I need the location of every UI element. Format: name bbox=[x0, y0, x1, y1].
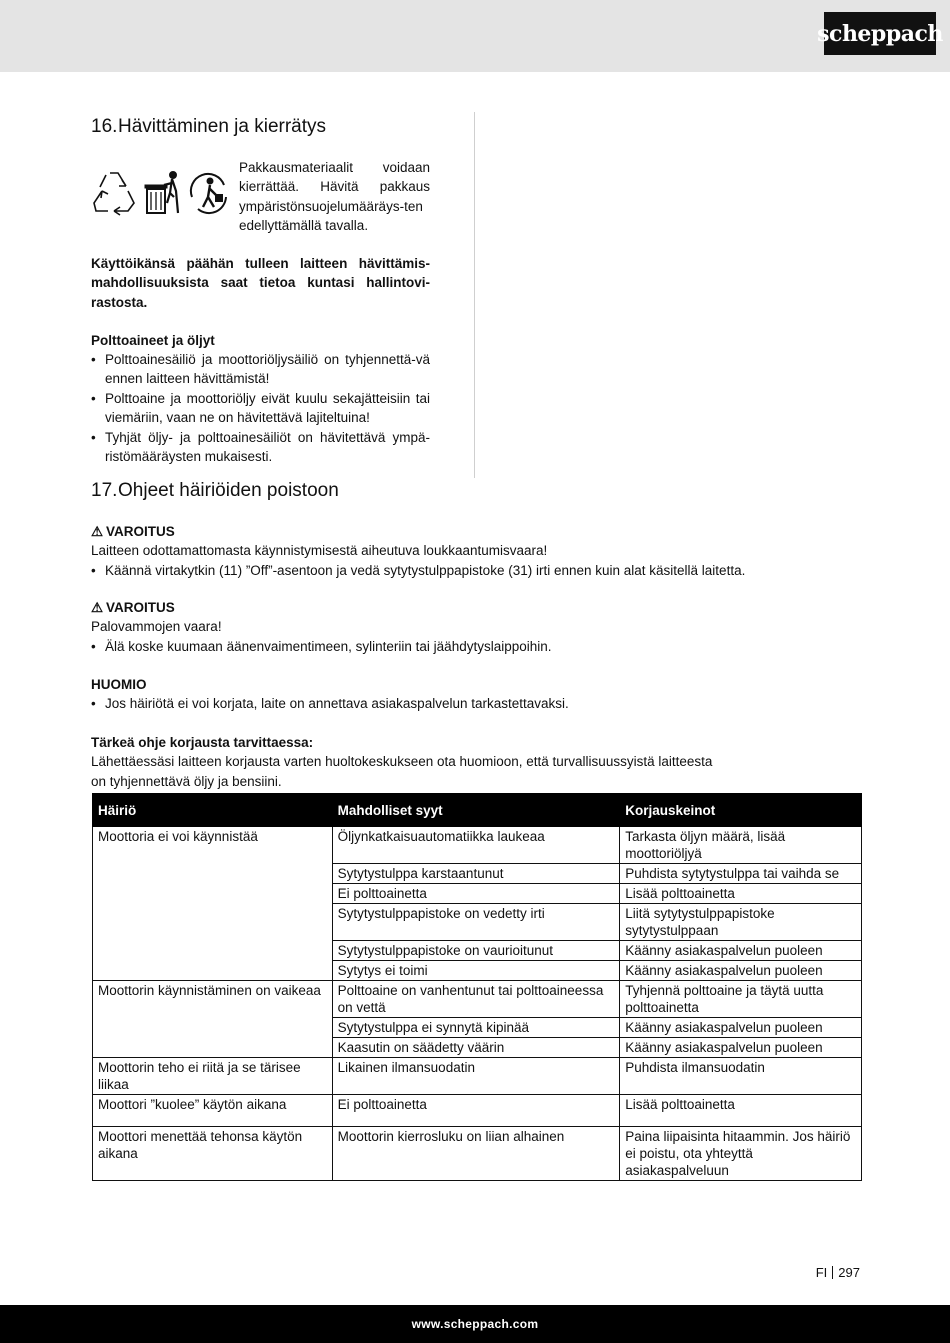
end-of-life-text: Käyttöikänsä päähän tulleen laitteen hävittämis-mahdollisuuksista saat tietoa kuntasi hallintovi-rastosta. bbox=[91, 256, 430, 310]
header-bar bbox=[0, 0, 950, 72]
list-item: • Polttoainesäiliö ja moottoriöljysäiliö on tyhjennettä-vä ennen laitteen hävittämistä! bbox=[91, 350, 430, 389]
fix-cell: Lisää polttoainetta bbox=[620, 884, 862, 904]
fault-cell: Moottoria ei voi käynnistää bbox=[93, 827, 333, 981]
fix-cell: Puhdista ilmansuodatin bbox=[620, 1058, 862, 1095]
fault-cell: Moottori ”kuolee” käytön aikana bbox=[93, 1095, 333, 1127]
repair-note bbox=[91, 733, 861, 791]
fix-cell: Käänny asiakaspalvelun puoleen bbox=[620, 1018, 862, 1038]
fault-cell: Moottori menettää tehonsa käytön aikana bbox=[93, 1127, 333, 1181]
fault-cell: Moottorin teho ei riitä ja se tärisee liikaa bbox=[93, 1058, 333, 1095]
page-number bbox=[790, 1265, 860, 1280]
table-row bbox=[93, 1127, 862, 1181]
fault-cell: Moottorin käynnistäminen on vaikeaa bbox=[93, 981, 333, 1058]
repair-line: Lähettäessäsi laitteen korjausta varten huoltokeskukseen ota huomioon, että turvallisuussyistä laitteesta bbox=[91, 754, 713, 770]
column-header: Korjauskeinot bbox=[620, 794, 862, 827]
list-item: • Jos häiriötä ei voi korjata, laite on annettava asiakaspalvelun tarkastettavaksi. bbox=[91, 694, 861, 713]
fix-cell: Paina liipaisinta hitaammin. Jos häiriö ei poistu, ota yhteyttä asiakaspalveluun bbox=[620, 1127, 862, 1181]
table-row bbox=[93, 1095, 862, 1127]
table-header-row bbox=[93, 794, 862, 827]
warning-triangle-icon: ⚠ bbox=[91, 600, 104, 615]
table-row bbox=[93, 1058, 862, 1095]
column-divider bbox=[474, 112, 475, 478]
website-link[interactable]: www.scheppach.com bbox=[411, 1317, 539, 1331]
cause-cell: Moottorin kierrosluku on liian alhainen bbox=[332, 1127, 620, 1181]
table-row bbox=[93, 981, 862, 1018]
cause-cell: Kaasutin on säädetty väärin bbox=[332, 1038, 620, 1058]
list-item: • Älä koske kuumaan äänenvaimentimeen, sylinteriin tai jäähdytyslaippoihin. bbox=[91, 637, 861, 656]
cause-cell: Sytytystulppa ei synnytä kipinää bbox=[332, 1018, 620, 1038]
recycle-icon bbox=[94, 173, 134, 215]
list-item: • Tyhjät öljy- ja polttoainesäiliöt on hävitettävä ympä-ristömääräysten mukaisesti. bbox=[91, 428, 430, 467]
troubleshooting-table bbox=[92, 793, 862, 1181]
cause-cell: Sytytys ei toimi bbox=[332, 961, 620, 981]
section-number: 17. bbox=[91, 480, 118, 501]
fix-cell: Liitä sytytystulppapistoke sytytystulppaan bbox=[620, 904, 862, 941]
recycling-symbols bbox=[92, 167, 232, 217]
warning-triangle-icon: ⚠ bbox=[91, 524, 104, 539]
fuels-list bbox=[91, 350, 430, 466]
cause-cell: Polttoaine on vanhentunut tai polttoaineessa on vettä bbox=[332, 981, 620, 1018]
repair-heading: Tärkeä ohje korjausta tarvittaessa: bbox=[91, 735, 314, 750]
fix-cell: Käänny asiakaspalvelun puoleen bbox=[620, 941, 862, 961]
waste-bin-icon bbox=[145, 172, 178, 214]
column-header: Häiriö bbox=[93, 794, 333, 827]
cause-cell: Ei polttoainetta bbox=[332, 884, 620, 904]
warning-label: VAROITUS bbox=[106, 524, 175, 539]
page-number-value: 297 bbox=[838, 1265, 860, 1280]
warning-2 bbox=[91, 598, 861, 656]
brand-logo bbox=[817, 12, 943, 55]
section-title: Hävittäminen ja kierrätys bbox=[118, 116, 327, 137]
fix-cell: Tarkasta öljyn määrä, lisää moottoriöljyä bbox=[620, 827, 862, 864]
warning-label: VAROITUS bbox=[106, 600, 175, 615]
packaging-text: Pakkausmateriaalit voidaan kierrättää. Hävitä pakkaus ympäristönsuojelumääräys-ten edellyttämällä tavalla. bbox=[239, 160, 430, 234]
footer-bar bbox=[0, 1305, 950, 1343]
cause-cell: Sytytystulppapistoke on vaurioitunut bbox=[332, 941, 620, 961]
list-item: • Käännä virtakytkin (11) ”Off”-asentoon ja vedä sytytystulppapistoke (31) irti ennen kuin alat käsitellä laitetta. bbox=[91, 561, 861, 580]
cause-cell: Likainen ilmansuodatin bbox=[332, 1058, 620, 1095]
cause-cell: Ei polttoainetta bbox=[332, 1095, 620, 1127]
section-16-heading bbox=[91, 116, 326, 138]
separator bbox=[832, 1266, 833, 1279]
logo-text: scheppach bbox=[817, 20, 943, 47]
note-label: HUOMIO bbox=[91, 677, 147, 692]
fix-cell: Puhdista sytytystulppa tai vaihda se bbox=[620, 864, 862, 884]
column-header: Mahdolliset syyt bbox=[332, 794, 620, 827]
section-17-heading bbox=[91, 480, 339, 502]
fix-cell: Käänny asiakaspalvelun puoleen bbox=[620, 961, 862, 981]
fix-cell: Käänny asiakaspalvelun puoleen bbox=[620, 1038, 862, 1058]
warning-1 bbox=[91, 522, 861, 580]
warning-text: Palovammojen vaara! bbox=[91, 619, 222, 635]
cause-cell: Sytytystulppa karstaantunut bbox=[332, 864, 620, 884]
table-row bbox=[93, 827, 862, 864]
recycling-person-icon bbox=[191, 174, 226, 213]
cause-cell: Sytytystulppapistoke on vedetty irti bbox=[332, 904, 620, 941]
section-title: Ohjeet häiriöiden poistoon bbox=[118, 480, 339, 501]
cause-cell: Öljynkatkaisuautomatiikka laukeaa bbox=[332, 827, 620, 864]
repair-line: on tyhjennettävä öljy ja bensiini. bbox=[91, 773, 282, 789]
section-number: 16. bbox=[91, 116, 118, 137]
warning-text: Laitteen odottamattomasta käynnistymisestä aiheutuva loukkaantumisvaara! bbox=[91, 543, 548, 559]
fuels-heading: Polttoaineet ja öljyt bbox=[91, 333, 215, 348]
fix-cell: Tyhjennä polttoaine ja täytä uutta polttoainetta bbox=[620, 981, 862, 1018]
language-code: FI bbox=[815, 1265, 828, 1280]
list-item: • Polttoaine ja moottoriöljy eivät kuulu sekajätteisiin tai viemäriin, vaan ne on hävitettävä lajiteltuina! bbox=[91, 389, 430, 428]
note bbox=[91, 675, 861, 714]
fix-cell: Lisää polttoainetta bbox=[620, 1095, 862, 1127]
